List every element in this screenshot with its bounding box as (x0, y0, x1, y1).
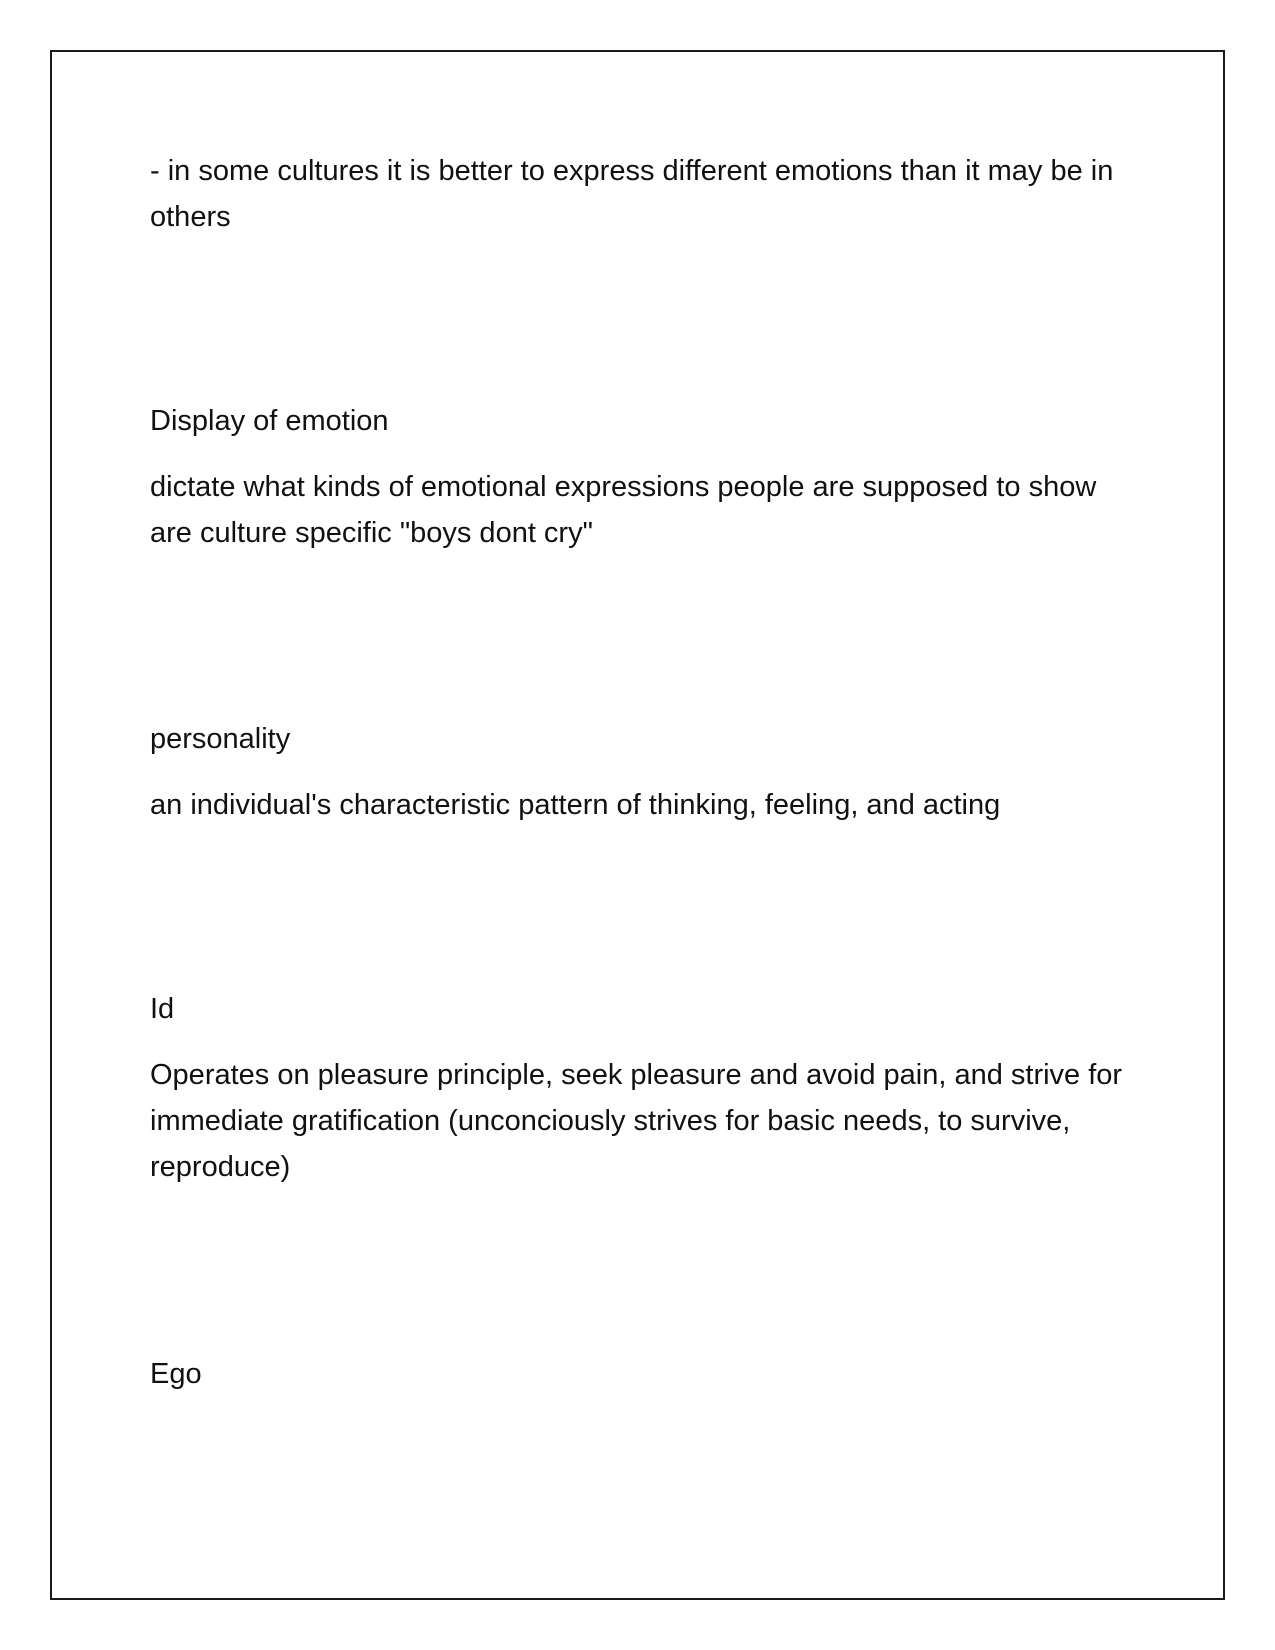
term-heading-ego: Ego (150, 1358, 202, 1390)
definition-text-display-of-emotion: dictate what kinds of emotional expressions people are supposed to show are culture specific "boys dont cry" (150, 471, 1097, 549)
term-heading-personality: personality (150, 723, 291, 755)
term-heading-display-of-emotion: Display of emotion (150, 405, 389, 437)
definition-text-continued: - in some cultures it is better to express different emotions than it may be in others (150, 155, 1114, 233)
term-heading-id: Id (150, 993, 175, 1025)
definition-text-personality: an individual's characteristic pattern of thinking, feeling, and acting (150, 789, 1001, 821)
definition-text-id: Operates on pleasure principle, seek pleasure and avoid pain, and strive for immediate gratification (unconciously strives for basic needs, to survive, reproduce) (150, 1059, 1123, 1183)
